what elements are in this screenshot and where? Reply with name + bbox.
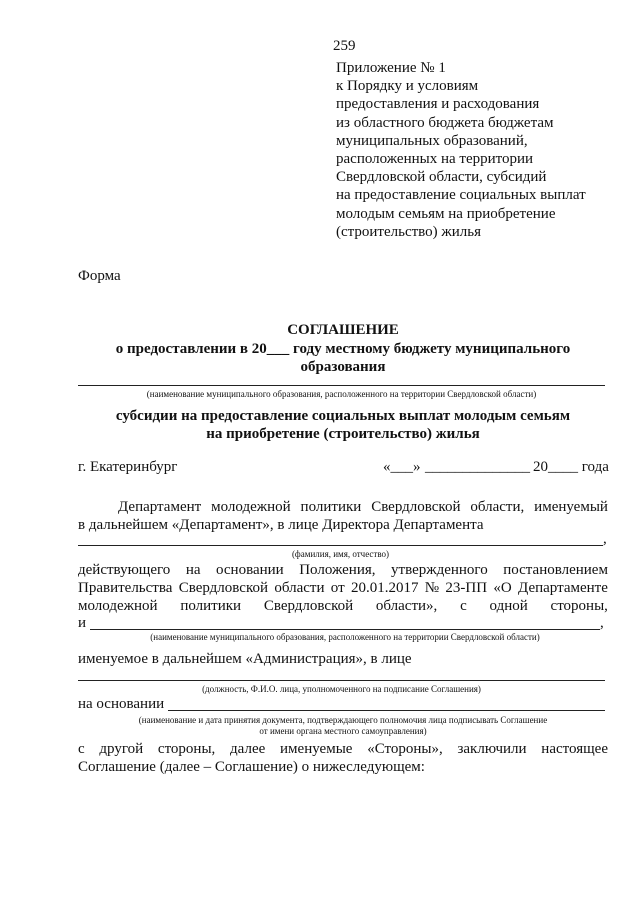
- word: политики: [180, 598, 242, 614]
- caption-municipality: (наименование муниципального образования, расположенного на территории Свердловской области): [146, 389, 537, 399]
- word: «Стороны»,: [367, 741, 443, 757]
- word: области»,: [375, 598, 438, 614]
- subtitle-line-2: на приобретение (строительство) жилья: [206, 426, 480, 442]
- word: молодежной: [211, 499, 291, 515]
- basis-label: на основании: [78, 696, 165, 712]
- word: стороны,: [550, 598, 608, 614]
- word: стороны,: [157, 741, 216, 757]
- comma-2: ,: [600, 615, 604, 631]
- word: Свердловской: [178, 580, 269, 596]
- title-line-1: о предоставлении в 20___ году местному бюджету муниципального: [115, 341, 571, 357]
- admin-line: именуемое в дальнейшем «Администрация», в лице: [78, 651, 412, 667]
- appendix-line: молодым семьям на приобретение: [336, 205, 556, 222]
- word: области,: [470, 499, 525, 515]
- appendix-line: к Порядку и условиям: [336, 78, 479, 95]
- word: «О: [493, 580, 512, 596]
- word: Свердловской: [371, 499, 461, 515]
- word: основании: [216, 562, 284, 578]
- caption-municipality-2: (наименование муниципального образования, расположенного на территории Свердловской области): [150, 632, 540, 642]
- appendix-line: (строительство) жилья: [336, 223, 482, 240]
- word: Правительства: [78, 580, 173, 596]
- word: именуемый: [534, 499, 608, 515]
- comma: ,: [603, 531, 607, 547]
- fill-line-municipality-2: [90, 629, 600, 630]
- date-month: ______________: [425, 459, 530, 475]
- fill-line-document: [168, 710, 605, 711]
- final-line-1: [78, 741, 608, 758]
- caption-document-line-2: от имени органа местного самоуправления): [259, 726, 427, 736]
- fill-line-fio: [78, 545, 603, 546]
- paragraph-2-line-1: [78, 562, 608, 579]
- appendix-line: на предоставление социальных выплат: [336, 187, 586, 204]
- caption-position: (должность, Ф.И.О. лица, уполномоченного на подписание Соглашения): [202, 684, 481, 694]
- word: именуемые: [280, 741, 353, 757]
- final-line-2: Соглашение (далее – Соглашение) о нижеследующем:: [78, 759, 425, 775]
- word: Департаменте: [518, 580, 608, 596]
- word: Свердловской: [263, 598, 354, 614]
- appendix-line: Свердловской области, субсидий: [336, 169, 547, 186]
- word: политики: [300, 499, 362, 515]
- paragraph-2-line-3: [78, 598, 608, 615]
- and-word: и: [78, 615, 87, 631]
- word: молодежной: [78, 598, 158, 614]
- word: Положения,: [299, 562, 376, 578]
- word: Департамент: [118, 499, 202, 515]
- word: 20.01.2017: [350, 580, 419, 596]
- fill-line-municipality: [78, 385, 605, 386]
- paragraph-1-line-1: [118, 499, 608, 516]
- date-year: 20____ года: [533, 459, 609, 475]
- subtitle-line-1: субсидии на предоставление социальных выплат молодым семьям: [115, 408, 571, 424]
- word: с: [460, 598, 467, 614]
- word: постановлением: [503, 562, 608, 578]
- form-label: Форма: [78, 268, 121, 284]
- word: от: [330, 580, 345, 596]
- appendix-block: [336, 59, 586, 241]
- word: одной: [489, 598, 528, 614]
- appendix-line: предоставления и расходования: [336, 96, 540, 113]
- caption-document-line-1: (наименование и дата принятия документа, подтверждающего полномочия лица подписывать Соглашение: [138, 715, 548, 725]
- document-title: СОГЛАШЕНИЕ: [287, 322, 399, 338]
- caption-fio: (фамилия, имя, отчество): [291, 549, 390, 559]
- appendix-line: Приложение № 1: [336, 60, 446, 76]
- word: №: [424, 580, 440, 596]
- word: другой: [99, 741, 144, 757]
- word: с: [78, 741, 85, 757]
- paragraph-1-line-2: в дальнейшем «Департамент», в лице Директора Департамента: [78, 517, 484, 533]
- appendix-line: муниципальных образований,: [336, 132, 528, 149]
- paragraph-2-line-2: [78, 580, 608, 597]
- word: действующего: [78, 562, 171, 578]
- title-line-2: образования: [300, 359, 386, 375]
- word: настоящее: [541, 741, 608, 757]
- date-day: «___»: [383, 459, 421, 475]
- page-number: 259: [333, 38, 356, 54]
- word: на: [185, 562, 201, 578]
- word: утвержденного: [391, 562, 488, 578]
- appendix-line: расположенных на территории: [336, 151, 534, 168]
- word: области: [274, 580, 325, 596]
- word: далее: [230, 741, 266, 757]
- appendix-line: из областного бюджета бюджетам: [336, 114, 554, 131]
- city: г. Екатеринбург: [78, 459, 178, 475]
- word: заключили: [457, 741, 527, 757]
- word: 23-ПП: [445, 580, 488, 596]
- fill-line-position: [78, 680, 605, 681]
